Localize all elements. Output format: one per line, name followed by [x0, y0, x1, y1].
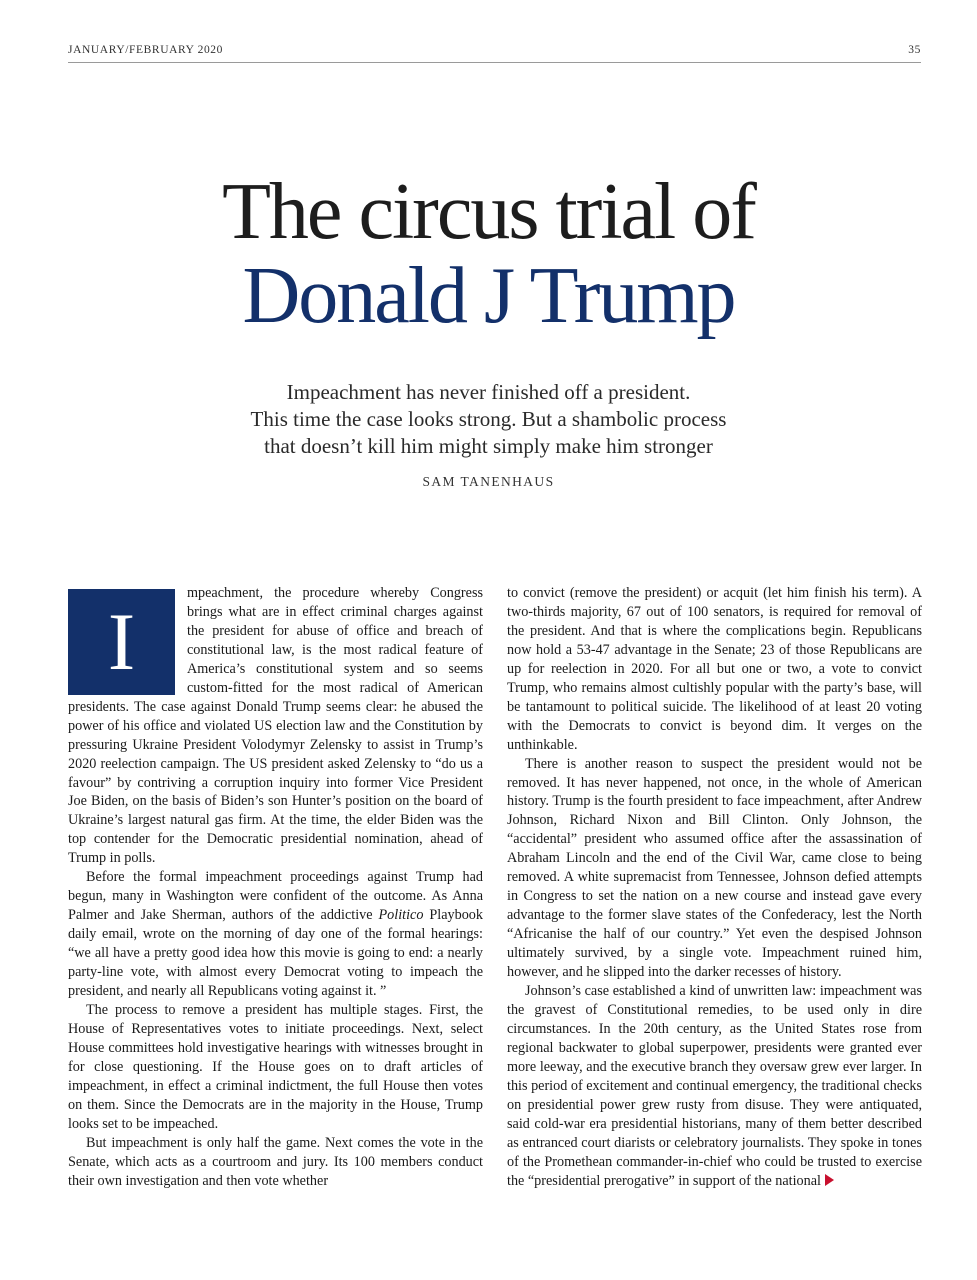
- publication-name: Politico: [378, 907, 424, 924]
- article-paragraph: to convict (remove the president) or acquit (let him finish his term). A two-thirds majority, 67 out of 100 senators, is required for removal of the president. And that is where the complications begin. Republicans now hold a 53-47 advantage in the Senate; 23 of those Republicans are up for reelection in 2020. For all but one or two, a vote to convict Trump, who remains almost cultishly popular with the party’s base, will be tantamount to political suicide. The likelihood of at least 20 voting with the Democrats to convict is beyond dim. It verges on the unthinkable.: [507, 585, 922, 753]
- article-paragraph: [68, 868, 483, 1001]
- article-paragraph: [507, 982, 922, 1190]
- article-paragraph: There is another reason to suspect the president would not be removed. It has never happened, not once, in the whole of American history. Trump is the fourth president to face impeachment, after Andrew Johnson, Richard Nixon and Bill Clinton. Only Johnson, the “accidental” president who assumed office after the assassination of Abraham Lincoln and the end of the Civil War, came close to being removed. A white supremacist from Tennessee, Johnson defied attempts in Congress to set the nation on a new course and instead gave every advantage to the former slave states of the Confederacy, lest the North “Africanise the half of our country.” Yet even the despised Johnson ultimately survived, by a single vote. Impeachment ruined him, however, and he slipped into the darker recesses of history.: [507, 755, 922, 981]
- byline: SAM TANENHAUS: [422, 474, 555, 489]
- standfirst-line: This time the case looks strong. But a shambolic process: [250, 407, 727, 431]
- article-column-left: [68, 584, 483, 1191]
- standfirst-line: that doesn’t kill him might simply make him stronger: [264, 434, 713, 458]
- paragraph-text: Johnson’s case established a kind of unwritten law: impeachment was the gravest of Constitutional remedies, to be used only in dire circumstances. In the 20th century, as the United States rose from regional backwater to global superpower, presidents were granted ever more leeway, and the executive branch they oversaw grew ever larger. In this period of excitement and continual emergency, the traditional checks on presidential power grew rusty from disuse. They were antiquated, said cold-war era presidential historians, many of them better described as entranced court diarists or celebratory journalists. They spoke in tones of the Promethean commander-in-chief who could be trusted to exercise the “presidential prerogative” in support of the national: [507, 983, 922, 1189]
- page-header: [68, 42, 921, 63]
- article-paragraph: The process to remove a president has multiple stages. First, the House of Representatives votes to initiate proceedings. Next, select House committees hold investigative hearings with witnesses brought in for close questioning. If the House goes on to draft articles of impeachment, in effect a criminal indictment, the full House then votes on them. Since the Democrats are in the majority in the House, Trump looks set to be impeached.: [68, 1001, 483, 1132]
- issue-date: JANUARY/FEBRUARY 2020: [68, 44, 223, 56]
- paragraph-text: mpeachment, the procedure whereby Congress brings what are in effect criminal charges against the president for abuse of office and breach of constitutional law, is the most radical feature of America’s constitutional system and so seems custom-fitted for the most radical of American presidents. The case against Donald Trump seems clear: he abused the power of his office and violated US election law and the Constitution by pressuring Ukraine President Volodymyr Zelensky to assist in Trump’s 2020 reelection campaign. The US president asked Zelensky to “do us a favour” by contriving a corruption inquiry into former Vice President Joe Biden, on the basis of Biden’s son Hunter’s position on the board of Ukraine’s largest natural gas firm. At the time, the elder Biden was the top contender for the Democratic presidential nomination, ahead of Trump in polls.: [68, 585, 483, 867]
- article-title: [0, 170, 977, 338]
- continue-arrow-icon: [825, 1174, 834, 1186]
- title-line-1: The circus trial of: [222, 168, 755, 256]
- article-paragraph: But impeachment is only half the game. Next comes the vote in the Senate, which acts as a courtroom and jury. Its 100 members conduct their own investigation and then vote whether: [68, 1134, 483, 1189]
- standfirst-line: Impeachment has never finished off a president.: [286, 380, 691, 404]
- drop-cap: I: [68, 589, 175, 695]
- paragraph-text: Before the formal impeachment proceedings against Trump had begun, many in Washington were confident of the outcome. As Anna Palmer and Jake Sherman, authors of the addictive: [68, 869, 483, 924]
- standfirst: [0, 379, 977, 460]
- paragraph-text: Playbook daily email, wrote on the morning of day one of the formal hearings: “we all have a pretty good idea how this movie is going to end: a nearly party-line vote, with almost every Democrat voting to impeach the president, and nearly all Republicans voting against it. ”: [68, 907, 483, 1000]
- article-column-right: [507, 584, 922, 1191]
- page-number: 35: [908, 44, 921, 56]
- article-paragraph: [68, 584, 483, 868]
- title-line-2: Donald J Trump: [242, 252, 735, 340]
